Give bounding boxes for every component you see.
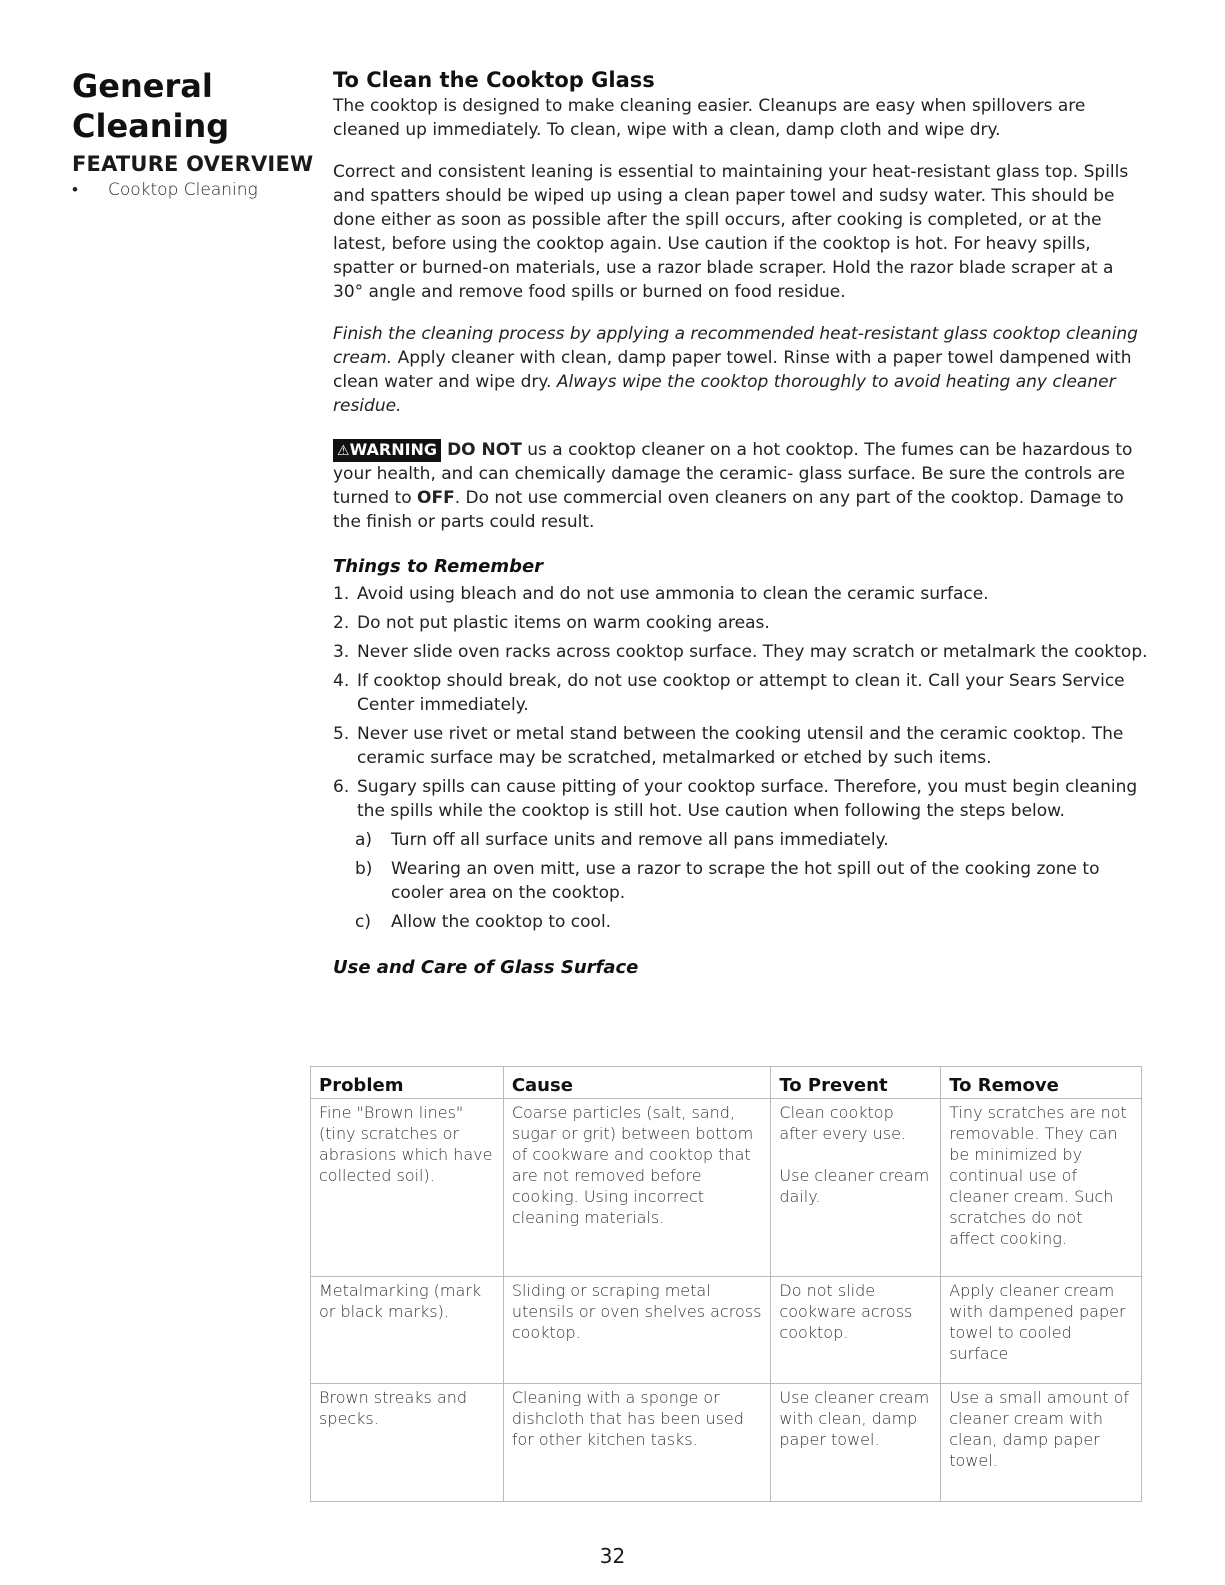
paragraph-finish bbox=[333, 322, 1148, 418]
main-content bbox=[333, 66, 1148, 981]
warning-paragraph bbox=[333, 438, 1148, 534]
list-number: 3. bbox=[333, 642, 350, 662]
page-number: 32 bbox=[599, 1544, 626, 1568]
column-header-remove: To Remove bbox=[941, 1067, 1142, 1099]
list-text: Never slide oven racks across cooktop surface. They may scratch or metalmark the cooktop. bbox=[357, 642, 1148, 662]
warning-label: WARNING bbox=[349, 440, 438, 459]
list-text: Allow the cooktop to cool. bbox=[391, 912, 612, 932]
list-number: 6. bbox=[333, 777, 350, 797]
warning-triangle-icon: ⚠ bbox=[337, 443, 350, 459]
list-text: Do not put plastic items on warm cooking areas. bbox=[357, 613, 770, 633]
column-header-cause: Cause bbox=[503, 1067, 771, 1099]
list-text: Wearing an oven mitt, use a razor to scrape the hot spill out of the cooking zone to cooler area on the cooktop. bbox=[391, 859, 1100, 903]
list-item bbox=[333, 640, 1148, 664]
cell-cause: Sliding or scraping metal utensils or oven shelves across cooktop. bbox=[503, 1277, 771, 1384]
warning-badge bbox=[333, 439, 441, 462]
section-title-line1: General bbox=[72, 67, 213, 105]
list-item bbox=[333, 669, 1148, 717]
glass-surface-heading: Use and Care of Glass Surface bbox=[333, 957, 639, 978]
things-to-remember-heading: Things to Remember bbox=[333, 556, 544, 577]
finish-italic-text-2: Always wipe the cooktop thoroughly to avoid heating any cleaner residue. bbox=[333, 372, 1116, 416]
list-item bbox=[333, 722, 1148, 770]
list-letter: a) bbox=[355, 830, 373, 850]
table-row bbox=[311, 1099, 1142, 1277]
bullet-icon: • bbox=[72, 180, 78, 200]
list-text: If cooktop should break, do not use cooktop or attempt to clean it. Call your Sears Service Center immediately. bbox=[357, 671, 1125, 715]
section-heading: To Clean the Cooktop Glass bbox=[333, 68, 655, 92]
cell-spacer bbox=[779, 1144, 932, 1165]
cell-prevent-line: Use cleaner cream daily. bbox=[779, 1166, 930, 1206]
list-text: Turn off all surface units and remove all pans immediately. bbox=[391, 830, 889, 850]
table-header-row bbox=[311, 1067, 1142, 1099]
warning-do-not: DO NOT bbox=[447, 440, 522, 460]
cell-prevent-line: Clean cooktop after every use. bbox=[779, 1103, 907, 1143]
spacer bbox=[333, 418, 1148, 438]
list-item bbox=[333, 775, 1148, 823]
warning-text-1: us a cooktop cleaner on a hot cooktop. The fumes can be hazardous to your health, and can chemically damage the ceramic- glass surface. Be sure the controls are turned to bbox=[333, 440, 1133, 508]
paragraph-intro: The cooktop is designed to make cleaning easier. Cleanups are easy when spillovers are cleaned up immediately. To clean, wipe with a clean, damp cloth and wipe dry. bbox=[333, 96, 1086, 140]
sub-list-item bbox=[333, 857, 1148, 905]
list-number: 1. bbox=[333, 584, 350, 604]
list-letter: b) bbox=[355, 859, 373, 879]
list-number: 5. bbox=[333, 724, 350, 744]
spacer bbox=[333, 304, 1148, 322]
cell-prevent: Use cleaner cream with clean, damp paper towel. bbox=[771, 1384, 941, 1502]
feature-overview-list bbox=[72, 180, 322, 200]
cell-problem: Metalmarking (mark or black marks). bbox=[311, 1277, 504, 1384]
list-number: 2. bbox=[333, 613, 350, 633]
warning-text-2: . Do not use commercial oven cleaners on any part of the cooktop. Damage to the finish or parts could result. bbox=[333, 488, 1124, 532]
list-number: 4. bbox=[333, 671, 350, 691]
list-text: Avoid using bleach and do not use ammonia to clean the ceramic surface. bbox=[357, 584, 989, 604]
warning-off: OFF bbox=[417, 488, 455, 508]
glass-care-table bbox=[310, 1066, 1142, 1502]
feature-overview-item-label: Cooktop Cleaning bbox=[108, 180, 258, 200]
section-title bbox=[72, 66, 322, 146]
list-item bbox=[333, 582, 1148, 606]
spacer bbox=[333, 939, 1148, 955]
cell-remove: Apply cleaner cream with dampened paper towel to cooled surface bbox=[941, 1277, 1142, 1384]
cell-remove: Tiny scratches are not removable. They can be minimized by continual use of cleaner cream. Such scratches do not affect cooking. bbox=[941, 1099, 1142, 1277]
cell-prevent: Do not slide cookware across cooktop. bbox=[771, 1277, 941, 1384]
sidebar bbox=[72, 66, 322, 200]
sub-list-item bbox=[333, 828, 1148, 852]
sub-list-item bbox=[333, 910, 1148, 934]
cell-cause: Cleaning with a sponge or dishcloth that has been used for other kitchen tasks. bbox=[503, 1384, 771, 1502]
cell-prevent bbox=[771, 1099, 941, 1277]
column-header-problem: Problem bbox=[311, 1067, 504, 1099]
cell-remove: Use a small amount of cleaner cream with clean, damp paper towel. bbox=[941, 1384, 1142, 1502]
cell-problem: Brown streaks and specks. bbox=[311, 1384, 504, 1502]
spacer bbox=[333, 142, 1148, 160]
column-header-prevent: To Prevent bbox=[771, 1067, 941, 1099]
list-item bbox=[333, 611, 1148, 635]
list-text: Never use rivet or metal stand between the cooking utensil and the ceramic cooktop. The ceramic surface may be scratched, metalmarked or etched by such items. bbox=[357, 724, 1124, 768]
feature-overview-item bbox=[72, 180, 322, 200]
table-row bbox=[311, 1384, 1142, 1502]
table-row bbox=[311, 1277, 1142, 1384]
list-text: Sugary spills can cause pitting of your cooktop surface. Therefore, you must begin cleaning the spills while the cooktop is still hot. Use caution when following the steps below. bbox=[357, 777, 1138, 821]
finish-text: Apply cleaner with clean, damp paper towel. Rinse with a paper towel dampened with clean water and wipe dry. bbox=[333, 348, 1132, 392]
finish-italic-text: Finish the cleaning process by applying a recommended heat-resistant glass cooktop cleaning cream. bbox=[333, 324, 1138, 368]
cell-problem: Fine "Brown lines" (tiny scratches or abrasions which have collected soil). bbox=[311, 1099, 504, 1277]
list-letter: c) bbox=[355, 912, 371, 932]
spacer bbox=[333, 534, 1148, 554]
remember-list bbox=[333, 582, 1148, 934]
paragraph-cleaning: Correct and consistent leaning is essential to maintaining your heat-resistant glass top. Spills and spatters should be wiped up using a clean paper towel and sudsy water. This should be done either as soon as possible after the spill occurs, after cooking is completed, or at the latest, before using the cooktop again. Use caution if the cooktop is hot. For heavy spills, spatter or burned-on materials, use a razor blade scraper. Hold the razor blade scraper at a 30° angle and remove food spills or burned on food residue. bbox=[333, 162, 1129, 302]
cell-cause: Coarse particles (salt, sand, sugar or grit) between bottom of cookware and cooktop that are not removed before cooking. Using incorrect cleaning materials. bbox=[503, 1099, 771, 1277]
section-title-line2: Cleaning bbox=[72, 107, 230, 145]
feature-overview-heading: FEATURE OVERVIEW bbox=[72, 152, 314, 176]
